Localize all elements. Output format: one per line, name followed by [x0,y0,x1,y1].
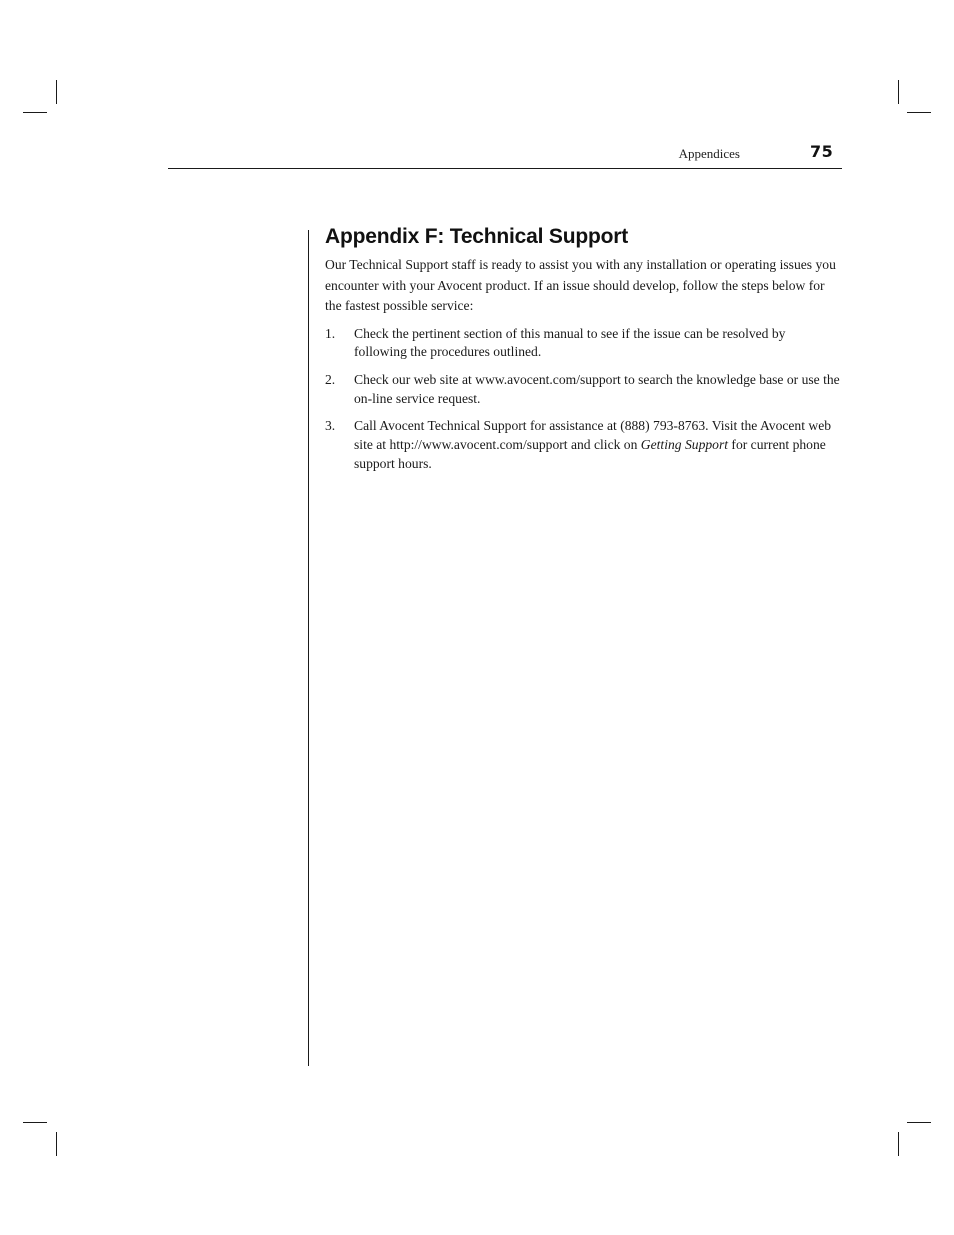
list-item-text-end: for current phone support hours. [354,437,826,471]
crop-mark [56,80,57,104]
list-item-text: Check the pertinent section of this manual to see if the issue can be resolved by following the procedures outlined. [354,325,786,360]
margin-rule [308,230,309,1066]
list-item [325,417,840,473]
crop-mark [907,1122,931,1123]
list-item [325,325,840,362]
list-item-number: 3. [325,418,336,434]
running-header-section: Appendices [678,146,740,161]
crop-mark [56,1132,57,1156]
list-item-text: Call Avocent Technical Support for assistance at (888) 793-8763. Visit the Avocent web site at http://www.avocent.com/support and click on [354,418,832,453]
crop-mark [898,1132,899,1156]
crop-mark [23,112,47,113]
intro-paragraph: Our Technical Support staff is ready to assist you with any installation or operating issues you encounter with your Avocent product. If an issue should develop, follow the steps below for the fastest possible service: [325,257,836,313]
steps-list [325,325,840,474]
list-item-text: Check our web site at www.avocent.com/support to search the knowledge base or use the on-line service request. [354,371,840,406]
page-number: 75 [810,142,834,161]
crop-mark [907,112,931,113]
crop-mark [898,80,899,104]
list-item-number: 1. [325,325,336,341]
list-item [325,371,840,408]
crop-mark [23,1122,47,1123]
page-title: Appendix F: Technical Support [325,225,628,248]
page-content [325,225,840,482]
getting-support-emphasis: Getting Support [640,437,729,453]
header-rule [168,168,842,169]
list-item-number: 2. [325,371,336,387]
